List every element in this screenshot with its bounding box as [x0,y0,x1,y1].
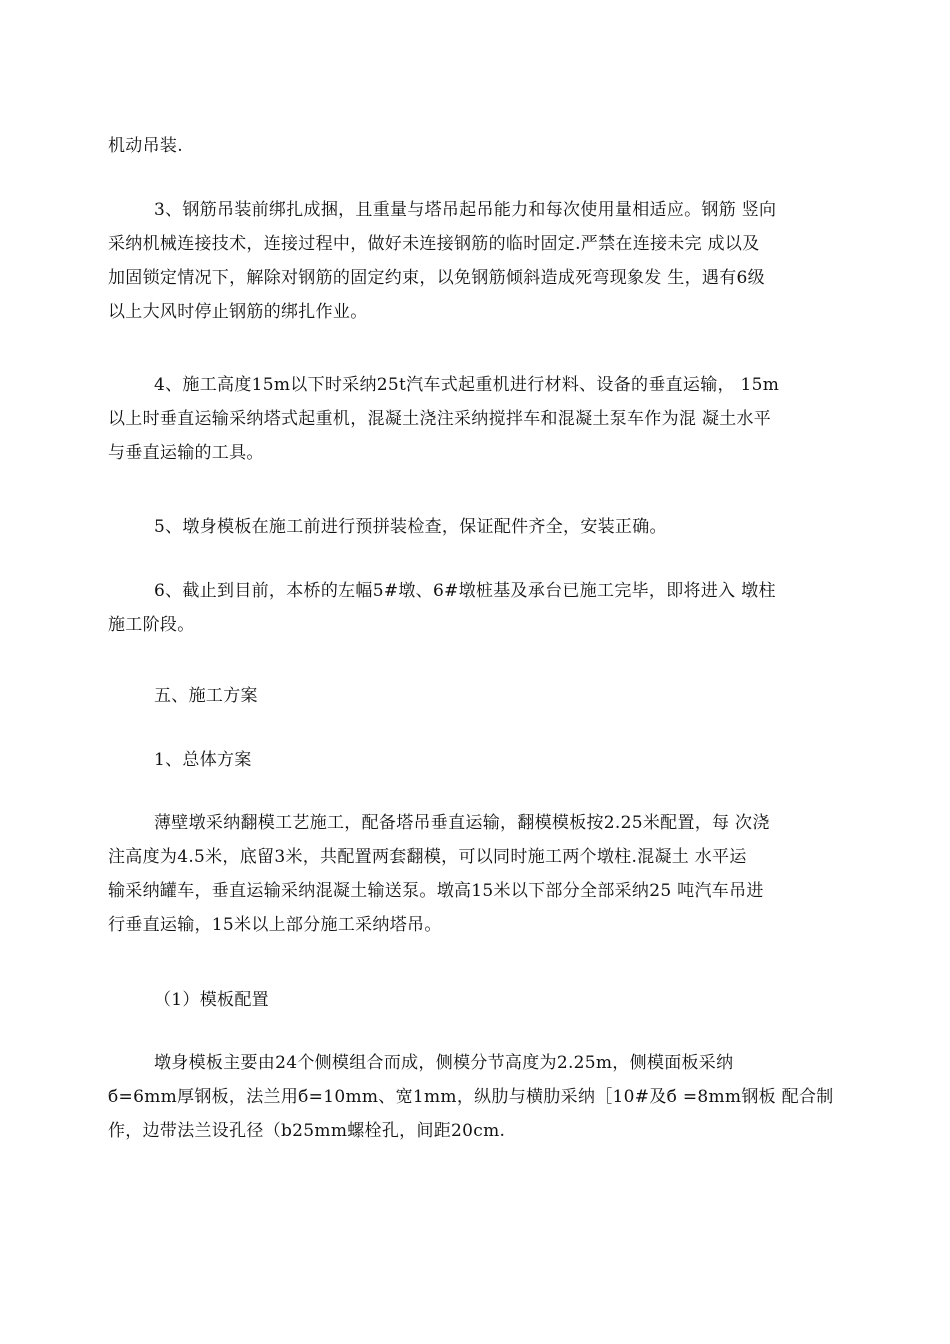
text-line: （1）模板配置 [154,990,269,1010]
text-line: 施工阶段。 [108,615,195,635]
text-line: 作，边带法兰设孔径（b25mm螺栓孔，间距20cm. [108,1121,506,1141]
paragraph-progress [108,574,850,642]
continuation-paragraph [108,129,850,163]
text-line: 3、钢筋吊装前绑扎成捆，且重量与塔吊起吊能力和每次使用量相适应。钢筋 竖向 [154,200,777,220]
paragraph-overall-plan [108,806,850,942]
subsubsection-heading [108,983,850,1017]
paragraph-rebar-lifting [108,193,850,329]
text-line: 加固锁定情况下，解除对钢筋的固定约束，以免钢筋倾斜造成死弯现象发 生，遇有6级 [108,268,765,288]
paragraph-vertical-transport [108,368,850,470]
paragraph-formwork-config [108,1046,850,1148]
text-line: 行垂直运输，15米以上部分施工采纳塔吊。 [108,915,442,935]
text-line: 薄壁墩采纳翻模工艺施工，配备塔吊垂直运输，翻模模板按2.25米配置，每 次浇 [154,813,770,833]
text-line: 采纳机械连接技术，连接过程中，做好未连接钢筋的临时固定.严禁在连接未完 成以及 [108,234,760,254]
text-line: 1、总体方案 [154,750,252,770]
section-heading [108,679,850,713]
text-line: 以上时垂直运输采纳塔式起重机，混凝土浇注采纳搅拌车和混凝土泵车作为混 凝土水平 [108,409,772,429]
text-line: 输采纳罐车，垂直运输采纳混凝土输送泵。墩高15米以下部分全部采纳25 吨汽车吊进 [108,881,764,901]
text-line: 6、截止到目前，本桥的左幅5#墩、6#墩桩基及承台已施工完毕，即将进入 墩柱 [154,581,776,601]
text-line: 墩身模板主要由24个侧模组合而成，侧模分节高度为2.25m，侧模面板采纳 [154,1053,734,1073]
text-line: 5、墩身模板在施工前进行预拼装检查，保证配件齐全，安装正确。 [154,517,667,537]
text-line: 五、施工方案 [154,686,258,706]
text-line: 与垂直运输的工具。 [108,443,264,463]
text-line: 以上大风时停止钢筋的绑扎作业。 [108,302,368,322]
subsection-heading [108,743,850,777]
paragraph-formwork-check [108,510,850,544]
text-line: 注高度为4.5米，底留3米，共配置两套翻模，可以同时施工两个墩柱.混凝土 水平运 [108,847,747,867]
text-line: б=6mm厚钢板，法兰用б=10mm、宽1mm，纵肋与横肋采纳［10#及б =8mm钢板 配合制 [108,1087,834,1107]
text-line: 4、施工高度15m以下时采纳25t汽车式起重机进行材料、设备的垂直运输， 15m [154,375,780,395]
text-line: 机动吊装. [108,136,183,156]
